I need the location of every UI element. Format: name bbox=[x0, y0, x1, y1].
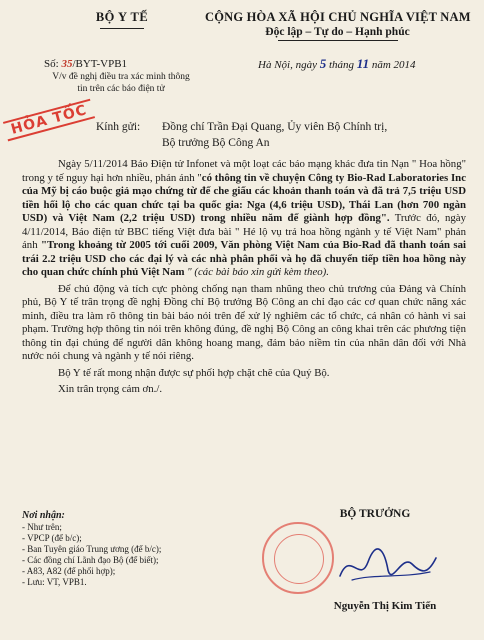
national-motto: Độc lập – Tự do – Hạnh phúc bbox=[265, 26, 410, 38]
p1-attachment-note: " (các bài báo xin gửi kèm theo). bbox=[184, 266, 329, 278]
ministry-name: BỘ Y TẾ bbox=[95, 10, 149, 24]
recipient-item: - Lưu: VT, VPB1. bbox=[22, 577, 87, 587]
p1-intro: Ngày 5/11/2014 Báo Điện tử Infonet và một loạt các báo mạng khác đưa tin Nạn " Hoa hồng" trong y tế nguy hại hơn nhiều, phản ánh " bbox=[22, 158, 466, 184]
date-mid: tháng bbox=[326, 59, 357, 71]
ministry-underline bbox=[100, 28, 144, 29]
recipient-line-2: Bộ trưởng Bộ Công An bbox=[162, 137, 270, 149]
recipient-item: - VPCP (để b/c); bbox=[22, 533, 82, 543]
recipients-title: Nơi nhận: bbox=[22, 510, 65, 521]
subject-line bbox=[26, 71, 216, 95]
signer-title: BỘ TRƯỞNG bbox=[339, 508, 411, 520]
date-suffix: năm 2014 bbox=[369, 59, 416, 71]
subject-line-1: V/v đề nghị điều tra xác minh thông bbox=[52, 72, 190, 82]
recipient-item: - Như trên; bbox=[22, 522, 62, 532]
body-paragraph-3: Bộ Y tế rất mong nhận được sự phối hợp chặt chẽ của Quý Bộ. bbox=[58, 366, 330, 379]
signer-block bbox=[300, 508, 450, 520]
handwritten-signature bbox=[332, 540, 442, 590]
doc-number-suffix: /BYT-VPB1 bbox=[72, 58, 128, 70]
official-seal bbox=[262, 522, 334, 594]
date-prefix: Hà Nội, ngày bbox=[258, 59, 320, 71]
place-date bbox=[258, 56, 416, 72]
document-number bbox=[44, 58, 127, 70]
doc-number-prefix: Số: bbox=[44, 58, 62, 70]
letter-body bbox=[22, 158, 466, 400]
p1-bbc-quote-bold: "Trong khoảng từ 2005 tới cuối 2009, Văn phòng Việt Nam của Bio-Rad đã thanh toán sai trái 2.2 triệu USD cho các đại lý và các nhà phân phối và họ đã chuyển tiếp tiền hoa hồng này cho quan chức chính phủ Việt Nam bbox=[22, 239, 466, 278]
recipient-label: Kính gửi: bbox=[96, 121, 141, 133]
recipient-block bbox=[96, 119, 387, 151]
signer-name: Nguyễn Thị Kim Tiến bbox=[333, 600, 437, 612]
nation-name: CỘNG HÒA XÃ HỘI CHỦ NGHĨA VIỆT NAM bbox=[205, 10, 471, 24]
nation-header bbox=[205, 10, 470, 41]
recipient-item: - Ban Tuyên giáo Trung ương (để b/c); bbox=[22, 544, 162, 554]
p1-quote-bold: có thông tin về chuyện Công ty Bio-Rad Laboratories Inc của Mỹ bị cáo buộc giả mạo chứng từ để che giấu các khoản thanh toán và đã trả 7,5 triệu USD tiền hối lộ cho các quan chức tại ba quốc gia: Nga (4,6 triệu USD), Thái Lan (hơn 700 ngàn USD) và Việt Nam (2,2 triệu USD) trong nhiều năm để giành hợp đồng". bbox=[22, 171, 466, 224]
date-month-handwritten: 11 bbox=[356, 56, 370, 71]
ministry-header bbox=[22, 10, 222, 29]
doc-number-handwritten: 35 bbox=[61, 58, 73, 70]
urgent-stamp: HỎA TỐC bbox=[3, 99, 95, 142]
recipient-line-1: Đồng chí Trần Đại Quang, Ủy viên Bộ Chính trị, bbox=[162, 121, 388, 133]
subject-line-2: tin trên các báo điện tử bbox=[77, 84, 165, 94]
body-paragraph-4: Xin trân trọng cảm ơn./. bbox=[58, 383, 163, 395]
body-paragraph-2: Để chủ động và tích cực phòng chống nạn tham nhũng theo chủ trương của Đảng và Chính phủ, Bộ Y tế trân trọng đề nghị Đồng chí Bộ trưởng Bộ Công an chỉ đạo các cơ quan chức năng xác minh, điều tra làm rõ thông tin bài báo nói trên để xử lý nghiêm các tổ chức, cá nhân có hành vi sai phạm. Trường hợp thông tin nói trên không đúng, đề nghị Bộ Công an công khai trên các phương tiện thông tin đại chúng để người dân không hoang mang, đảm bảo niềm tin của nhân dân đối với Nhà nước nói chung và ngành y tế nói riêng. bbox=[22, 282, 466, 362]
recipient-item: - Các đồng chí Lãnh đạo Bộ (để biết); bbox=[22, 555, 159, 565]
p1-mid: Trước đó, ngày 4/11/2014, Báo điện tử BBC tiếng Việt đưa bài " Hé lộ vụ trả hoa hồng ngành y tế Việt Nam" phản ánh bbox=[22, 212, 466, 251]
date-day-handwritten: 5 bbox=[319, 56, 327, 71]
recipients-list bbox=[22, 510, 161, 588]
motto-underline bbox=[278, 40, 398, 41]
body-paragraph-1 bbox=[22, 158, 466, 280]
recipient-item: - A83, A82 (để phối hợp); bbox=[22, 566, 116, 576]
